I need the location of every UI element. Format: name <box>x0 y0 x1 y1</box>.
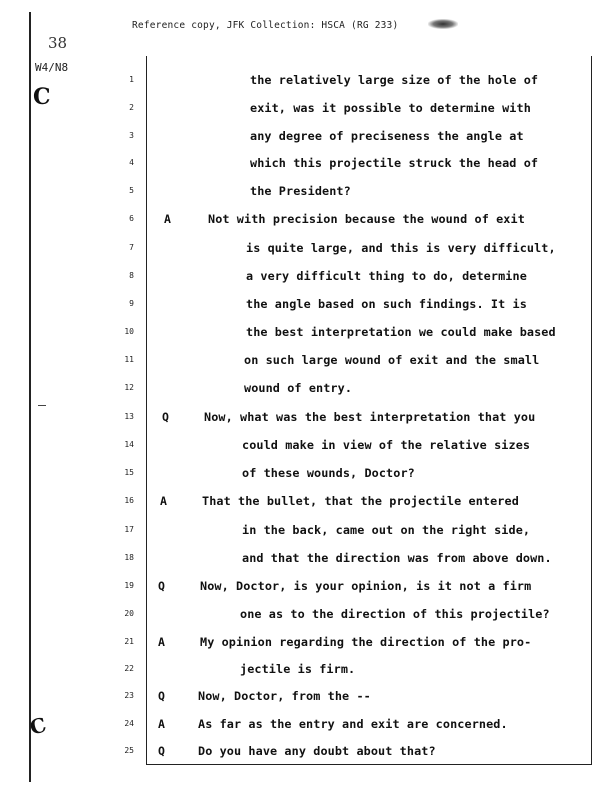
line-number: 8 <box>129 271 134 280</box>
line-number: 21 <box>124 637 134 646</box>
transcript-line: the best interpretation we could make based <box>246 325 556 339</box>
transcript-line: Now, Doctor, from the -- <box>198 689 371 703</box>
transcript-line: Not with precision because the wound of exit <box>208 212 525 226</box>
line-number: 12 <box>124 383 134 392</box>
transcript-line: on such large wound of exit and the small <box>244 353 540 367</box>
transcript-line: Now, what was the best interpretation that you <box>204 410 536 424</box>
transcript-line: Do you have any doubt about that? <box>198 744 436 758</box>
transcript-line: which this projectile struck the head of <box>250 156 539 170</box>
line-number: 10 <box>124 327 134 336</box>
line-number: 3 <box>129 131 134 140</box>
line-number: 23 <box>124 691 134 700</box>
left-margin-rule <box>29 12 31 782</box>
line-number: 14 <box>124 440 134 449</box>
line-number: 15 <box>124 468 134 477</box>
transcript-line: That the bullet, that the projectile entered <box>202 494 519 508</box>
transcript-line: wound of entry. <box>244 381 353 395</box>
line-number: 18 <box>124 553 134 562</box>
line-number: 9 <box>129 299 134 308</box>
speaker-label: A <box>160 494 167 508</box>
line-number: 5 <box>129 186 134 195</box>
line-number: 22 <box>124 664 134 673</box>
transcript-line: a very difficult thing to do, determine <box>246 269 527 283</box>
transcript-line: could make in view of the relative sizes <box>242 438 531 452</box>
line-number: 16 <box>124 496 134 505</box>
transcript-line: My opinion regarding the direction of the pro- <box>200 635 532 649</box>
line-number: 11 <box>124 355 134 364</box>
transcript-line: jectile is firm. <box>240 662 356 676</box>
transcript-line: any degree of preciseness the angle at <box>250 129 524 143</box>
transcript-line: As far as the entry and exit are concerned. <box>198 717 508 731</box>
collection-header: Reference copy, JFK Collection: HSCA (RG 233) <box>132 20 399 31</box>
line-number: 17 <box>124 525 134 534</box>
speaker-label: A <box>164 212 171 226</box>
line-number: 19 <box>124 581 134 590</box>
transcript-line: the President? <box>250 184 351 198</box>
line-number: 4 <box>129 158 134 167</box>
speaker-label: Q <box>158 689 165 703</box>
line-number: 24 <box>124 719 134 728</box>
transcript-line: exit, was it possible to determine with <box>250 101 531 115</box>
speaker-label: A <box>158 635 165 649</box>
speaker-label: Q <box>162 410 169 424</box>
transcript-line: the angle based on such findings. It is <box>246 297 527 311</box>
transcript-line: Now, Doctor, is your opinion, is it not a firm <box>200 579 532 593</box>
line-number: 20 <box>124 609 134 618</box>
speaker-label: Q <box>158 744 165 758</box>
line-number: 7 <box>129 243 134 252</box>
speaker-label: Q <box>158 579 165 593</box>
ink-smudge <box>428 19 458 29</box>
page-number: 38 <box>48 34 68 52</box>
transcript-line: one as to the direction of this projectile? <box>240 607 550 621</box>
transcript-line: is quite large, and this is very difficult, <box>246 241 556 255</box>
line-number: 13 <box>124 412 134 421</box>
margin-mark-bottom: C <box>27 712 49 740</box>
transcript-line: of these wounds, Doctor? <box>242 466 415 480</box>
margin-tick <box>38 405 46 406</box>
transcript-line: in the back, came out on the right side, <box>242 523 531 537</box>
transcript-line: and that the direction was from above down. <box>242 551 552 565</box>
line-number: 6 <box>129 214 134 223</box>
line-number: 25 <box>124 746 134 755</box>
reporter-code: W4/N8 <box>35 61 69 74</box>
transcript-line: the relatively large size of the hole of <box>250 73 539 87</box>
margin-mark-top: C <box>33 84 51 110</box>
speaker-label: A <box>158 717 165 731</box>
line-number: 1 <box>129 75 134 84</box>
line-number: 2 <box>129 103 134 112</box>
